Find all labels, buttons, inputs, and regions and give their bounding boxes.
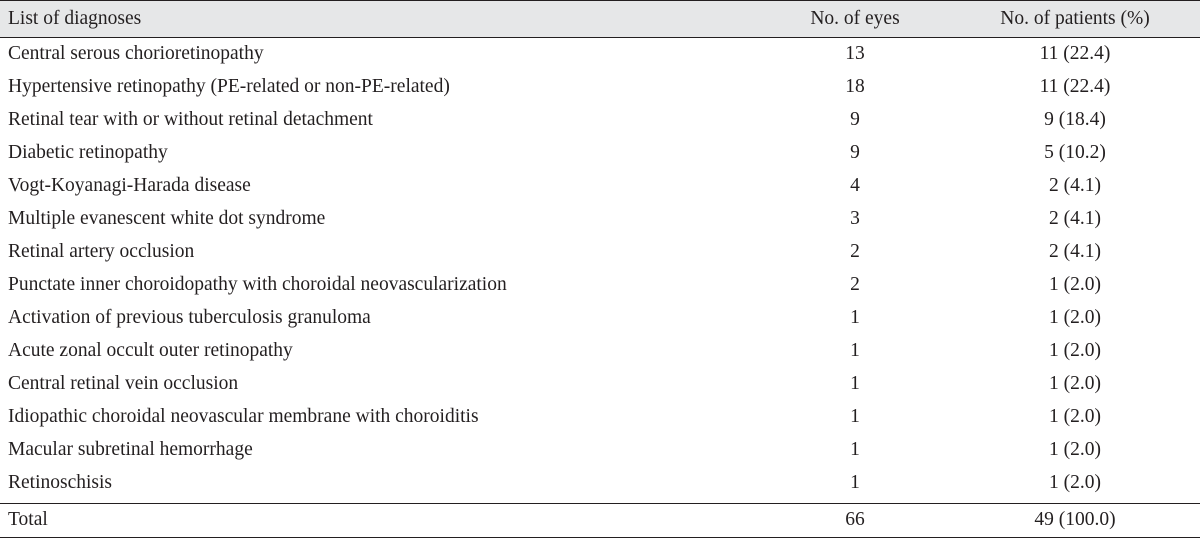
diagnosis-cell: Punctate inner choroidopathy with choroidal neovascularization bbox=[8, 274, 507, 295]
table-row bbox=[0, 170, 1200, 203]
eyes-cell: 1 bbox=[850, 439, 860, 460]
patients-cell: 11 (22.4) bbox=[1039, 76, 1111, 97]
eyes-cell: 2 bbox=[850, 241, 860, 262]
eyes-cell: 9 bbox=[850, 142, 860, 163]
patients-cell: 9 (18.4) bbox=[1044, 109, 1106, 130]
total-patients: 49 (100.0) bbox=[1034, 509, 1116, 530]
diagnosis-cell: Activation of previous tuberculosis granuloma bbox=[8, 307, 371, 328]
patients-cell: 1 (2.0) bbox=[1049, 472, 1101, 493]
header-patients: No. of patients (%) bbox=[1000, 8, 1150, 29]
table-row bbox=[0, 335, 1200, 368]
patients-cell: 11 (22.4) bbox=[1039, 43, 1111, 64]
diagnosis-cell: Acute zonal occult outer retinopathy bbox=[8, 340, 293, 361]
eyes-cell: 13 bbox=[845, 43, 865, 64]
patients-cell: 1 (2.0) bbox=[1049, 274, 1101, 295]
table-row bbox=[0, 401, 1200, 434]
patients-cell: 1 (2.0) bbox=[1049, 340, 1101, 361]
patients-cell: 1 (2.0) bbox=[1049, 307, 1101, 328]
eyes-cell: 4 bbox=[850, 175, 860, 196]
diagnosis-cell: Vogt-Koyanagi-Harada disease bbox=[8, 175, 251, 196]
diagnosis-cell: Macular subretinal hemorrhage bbox=[8, 439, 253, 460]
total-eyes: 66 bbox=[845, 509, 865, 530]
eyes-cell: 1 bbox=[850, 373, 860, 394]
diagnosis-cell: Idiopathic choroidal neovascular membrane with choroiditis bbox=[8, 406, 479, 427]
eyes-cell: 18 bbox=[845, 76, 865, 97]
table-total-row bbox=[0, 503, 1200, 538]
table-header-row bbox=[0, 0, 1200, 38]
header-diagnoses: List of diagnoses bbox=[8, 8, 142, 29]
diagnosis-cell: Diabetic retinopathy bbox=[8, 142, 168, 163]
table-row bbox=[0, 203, 1200, 236]
eyes-cell: 1 bbox=[850, 340, 860, 361]
eyes-cell: 1 bbox=[850, 307, 860, 328]
eyes-cell: 3 bbox=[850, 208, 860, 229]
table-row bbox=[0, 434, 1200, 467]
table-row bbox=[0, 71, 1200, 104]
table-row bbox=[0, 38, 1200, 71]
diagnosis-cell: Central serous chorioretinopathy bbox=[8, 43, 264, 64]
table-row bbox=[0, 104, 1200, 137]
eyes-cell: 2 bbox=[850, 274, 860, 295]
diagnosis-cell: Retinoschisis bbox=[8, 472, 113, 493]
patients-cell: 2 (4.1) bbox=[1049, 208, 1101, 229]
table-row bbox=[0, 236, 1200, 269]
diagnosis-cell: Retinal artery occlusion bbox=[8, 241, 195, 262]
eyes-cell: 1 bbox=[850, 406, 860, 427]
eyes-cell: 9 bbox=[850, 109, 860, 130]
table-row bbox=[0, 137, 1200, 170]
diagnosis-cell: Multiple evanescent white dot syndrome bbox=[8, 208, 326, 229]
table-row bbox=[0, 467, 1200, 500]
header-eyes: No. of eyes bbox=[810, 8, 900, 29]
table-row bbox=[0, 368, 1200, 401]
diagnosis-cell: Central retinal vein occlusion bbox=[8, 373, 239, 394]
table-row bbox=[0, 269, 1200, 302]
patients-cell: 1 (2.0) bbox=[1049, 439, 1101, 460]
patients-cell: 1 (2.0) bbox=[1049, 406, 1101, 427]
patients-cell: 2 (4.1) bbox=[1049, 241, 1101, 262]
eyes-cell: 1 bbox=[850, 472, 860, 493]
patients-cell: 2 (4.1) bbox=[1049, 175, 1101, 196]
patients-cell: 5 (10.2) bbox=[1044, 142, 1106, 163]
diagnosis-cell: Hypertensive retinopathy (PE-related or non-PE-related) bbox=[8, 76, 450, 97]
total-label: Total bbox=[8, 509, 48, 530]
diagnosis-cell: Retinal tear with or without retinal detachment bbox=[8, 109, 373, 130]
table-row bbox=[0, 302, 1200, 335]
patients-cell: 1 (2.0) bbox=[1049, 373, 1101, 394]
